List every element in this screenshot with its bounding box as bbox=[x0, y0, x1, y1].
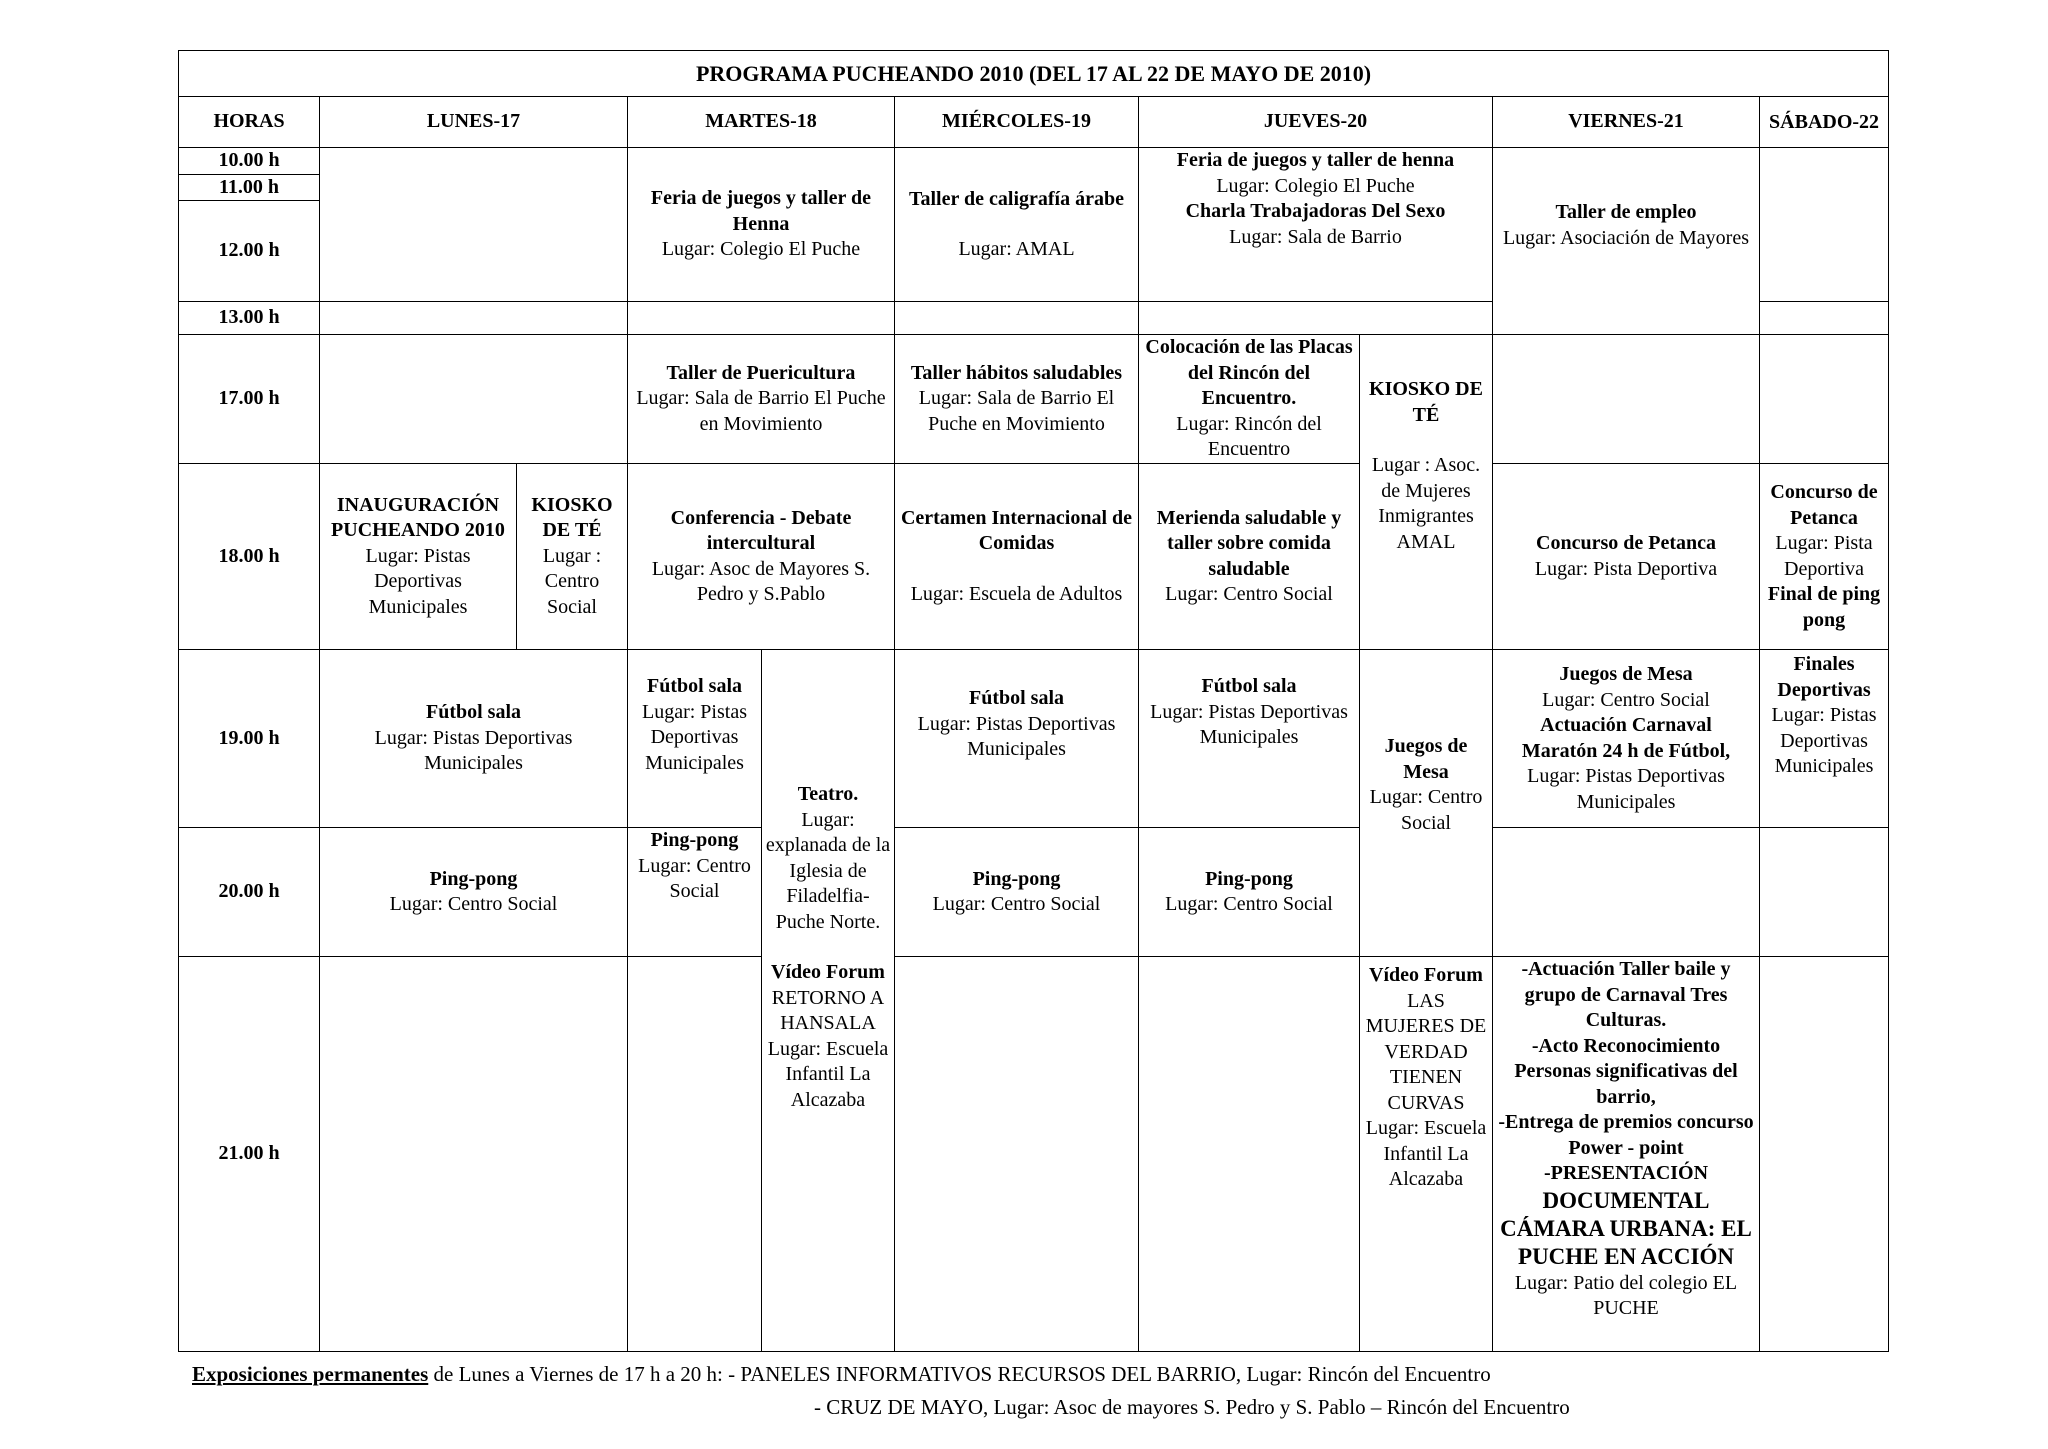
cell-jueves-17 bbox=[1139, 335, 1360, 464]
cell-jueves-morning bbox=[1139, 148, 1493, 302]
event-place: Lugar: Sala de Barrio El Puche en Movimiento bbox=[918, 387, 1115, 435]
exhibitions-label: Exposiciones permanentes bbox=[192, 1362, 429, 1386]
cell-sabado-20 bbox=[1760, 828, 1889, 957]
event-place: Lugar : Centro Social bbox=[542, 544, 602, 618]
cell-viernes-17 bbox=[1493, 335, 1760, 464]
event-place: Lugar: Asociación de Mayores bbox=[1502, 226, 1750, 249]
event-place: Lugar: explanada de la Iglesia de Filadelfia- Puche Norte. bbox=[765, 808, 891, 933]
event-title: Taller de empleo bbox=[1555, 201, 1697, 223]
cell-miercoles-morning bbox=[895, 148, 1139, 302]
event-title: Fútbol sala bbox=[646, 675, 743, 697]
header-horas: HORAS bbox=[179, 97, 320, 148]
event-title: Ping-pong bbox=[429, 867, 518, 890]
event-title: INAUGURACIÓN PUCHEANDO 2010 bbox=[331, 493, 505, 542]
cell-sabado-morning bbox=[1760, 148, 1889, 302]
event-title: Actuación Carnaval bbox=[1540, 714, 1712, 736]
cell-martes-21 bbox=[628, 957, 762, 1352]
cell-jueves-13 bbox=[1139, 302, 1493, 335]
cell-miercoles-19 bbox=[895, 650, 1139, 828]
event-title: Taller de Puericultura bbox=[666, 361, 856, 384]
cell-miercoles-21 bbox=[895, 957, 1139, 1352]
event-detail: RETORNO A HANSALA bbox=[771, 986, 885, 1034]
cell-lunes-19 bbox=[320, 650, 628, 828]
event-place: Lugar: Pistas Deportivas Municipales bbox=[1150, 700, 1348, 748]
cell-sabado-21 bbox=[1760, 957, 1889, 1352]
header-miercoles: MIÉRCOLES-19 bbox=[895, 97, 1139, 148]
cell-lunes-morning bbox=[320, 148, 628, 302]
event-title: Finales Deportivas bbox=[1777, 653, 1871, 701]
header-lunes: LUNES-17 bbox=[320, 97, 628, 148]
event-title: -PRESENTACIÓN bbox=[1543, 1162, 1709, 1184]
hour-10: 10.00 h bbox=[179, 148, 320, 175]
event-place: Lugar : Asoc. de Mujeres Inmigrantes AMAL bbox=[1371, 454, 1481, 553]
cell-jueves-18 bbox=[1139, 464, 1360, 650]
cell-jueves-juegos bbox=[1360, 650, 1493, 957]
cell-martes-18 bbox=[628, 464, 895, 650]
event-title: -Actuación Taller baile y grupo de Carnaval Tres Culturas. bbox=[1521, 958, 1731, 1031]
event-title: Vídeo Forum bbox=[771, 961, 885, 983]
event-title: Charla Trabajadoras Del Sexo bbox=[1185, 200, 1446, 222]
hour-18: 18.00 h bbox=[179, 464, 320, 650]
header-jueves: JUEVES-20 bbox=[1139, 97, 1493, 148]
event-title: KIOSKO DE TÉ bbox=[531, 493, 613, 542]
cell-lunes-18 bbox=[320, 464, 517, 650]
header-sabado: SÁBADO-22 bbox=[1760, 97, 1889, 148]
cell-martes-17 bbox=[628, 335, 895, 464]
event-place: Lugar: Centro Social bbox=[932, 893, 1101, 915]
cell-viernes-18 bbox=[1493, 464, 1760, 650]
exhibitions-line2: - CRUZ DE MAYO, Lugar: Asoc de mayores S. Pedro y S. Pablo – Rincón del Encuentro bbox=[814, 1395, 1570, 1419]
cell-viernes-morning bbox=[1493, 148, 1760, 335]
event-title: Concurso de Petanca bbox=[1536, 532, 1716, 554]
event-title: KIOSKO DE TÉ bbox=[1369, 378, 1483, 426]
cell-viernes-20 bbox=[1493, 828, 1760, 957]
event-place: Lugar: Centro Social bbox=[389, 893, 558, 915]
event-title: -Acto Reconocimiento Personas significativas del barrio, bbox=[1514, 1034, 1738, 1108]
cell-martes-morning bbox=[628, 148, 895, 302]
event-place: Lugar: Escuela de Adultos bbox=[910, 582, 1123, 605]
cell-lunes-21 bbox=[320, 957, 628, 1352]
event-title: Ping-pong bbox=[972, 867, 1061, 890]
event-title: Teatro. bbox=[797, 783, 859, 805]
cell-martes-13 bbox=[628, 302, 895, 335]
event-place: Lugar: Pistas Deportivas Municipales bbox=[374, 726, 573, 775]
event-title: Certamen Internacional de Comidas bbox=[900, 506, 1133, 555]
cell-martes-20 bbox=[628, 828, 762, 957]
event-place: Lugar: Centro Social bbox=[1369, 786, 1483, 834]
event-title: -Entrega de premios concurso Power - point bbox=[1498, 1111, 1754, 1159]
exhibitions-line1: de Lunes a Viernes de 17 h a 20 h: - PANELES INFORMATIVOS RECURSOS DEL BARRIO, Lugar: Rincón del Encuentro bbox=[428, 1362, 1491, 1386]
hour-11: 11.00 h bbox=[179, 174, 320, 201]
cell-sabado-18 bbox=[1760, 464, 1889, 650]
event-title: Merienda saludable y taller sobre comida saludable bbox=[1156, 506, 1342, 580]
event-title: Juegos de Mesa bbox=[1559, 663, 1693, 685]
event-place: Lugar: Colegio El Puche bbox=[661, 238, 861, 261]
event-title: Feria de juegos y taller de Henna bbox=[650, 187, 872, 235]
event-title: Final de ping pong bbox=[1767, 583, 1881, 631]
event-place: Lugar: Pista Deportiva bbox=[1775, 532, 1873, 580]
event-place: Lugar: Rincón del Encuentro bbox=[1176, 412, 1322, 461]
event-title: Ping-pong bbox=[1205, 867, 1293, 890]
event-title: Taller de caligrafía árabe bbox=[909, 187, 1124, 210]
cell-jueves-kiosko bbox=[1360, 335, 1493, 650]
event-place: Lugar: Centro Social bbox=[1165, 583, 1333, 605]
event-title: Concurso de Petanca bbox=[1770, 481, 1878, 529]
cell-jueves-20 bbox=[1139, 828, 1360, 957]
cell-jueves-19 bbox=[1139, 650, 1360, 828]
cell-viernes-19 bbox=[1493, 650, 1760, 828]
event-place: Lugar: Asoc de Mayores S. Pedro y S.Pablo bbox=[651, 557, 871, 605]
event-title: DOCUMENTAL CÁMARA URBANA: EL PUCHE EN ACCIÓN bbox=[1500, 1187, 1752, 1269]
cell-lunes-13 bbox=[320, 302, 628, 335]
event-title: Fútbol sala bbox=[425, 701, 522, 724]
event-place: Lugar: Sala de Barrio El Puche en Movimiento bbox=[636, 387, 886, 435]
event-place: Lugar: Pistas Deportivas Municipales bbox=[642, 700, 747, 774]
event-place: Lugar: Sala de Barrio bbox=[1229, 225, 1402, 248]
event-place: Lugar: AMAL bbox=[958, 238, 1075, 260]
event-place: Lugar: Centro Social bbox=[1542, 688, 1710, 711]
event-title: Feria de juegos y taller de henna bbox=[1176, 149, 1455, 171]
header-viernes: VIERNES-21 bbox=[1493, 97, 1760, 148]
hour-20: 20.00 h bbox=[179, 828, 320, 957]
event-title: Taller hábitos saludables bbox=[910, 361, 1123, 384]
event-title: Vídeo Forum bbox=[1369, 964, 1483, 986]
cell-martes-19 bbox=[628, 650, 762, 828]
event-place: Lugar: Escuela Infantil La Alcazaba bbox=[1365, 1117, 1487, 1190]
permanent-exhibitions-note bbox=[192, 1358, 1491, 1391]
event-place: Lugar: Pistas Deportivas Municipales bbox=[365, 544, 471, 618]
cell-lunes-20 bbox=[320, 828, 628, 957]
hour-21: 21.00 h bbox=[179, 957, 320, 1352]
event-title: Colocación de las Placas del Rincón del Encuentro. bbox=[1145, 336, 1353, 410]
event-place: Lugar: Pista Deportiva bbox=[1534, 557, 1718, 580]
event-place: Lugar: Pistas Deportivas Municipales bbox=[1771, 704, 1877, 777]
hour-19: 19.00 h bbox=[179, 650, 320, 828]
cell-martes-teatro bbox=[762, 650, 895, 1352]
cell-jueves-21 bbox=[1139, 957, 1360, 1352]
event-place: Lugar: Escuela Infantil La Alcazaba bbox=[767, 1037, 889, 1111]
event-title: Fútbol sala bbox=[1201, 675, 1297, 697]
cell-miercoles-18 bbox=[895, 464, 1139, 650]
event-title: Fútbol sala bbox=[968, 687, 1065, 709]
cell-miercoles-17 bbox=[895, 335, 1139, 464]
cell-viernes-21 bbox=[1493, 957, 1760, 1352]
program-title: PROGRAMA PUCHEANDO 2010 (DEL 17 AL 22 DE MAYO DE 2010) bbox=[179, 51, 1889, 97]
event-place: Lugar: Colegio El Puche bbox=[1216, 174, 1415, 197]
cell-miercoles-13 bbox=[895, 302, 1139, 335]
event-title: Juegos de Mesa bbox=[1384, 735, 1468, 783]
event-place: Lugar: Pistas Deportivas Municipales bbox=[1527, 765, 1725, 813]
cell-lunes-17 bbox=[320, 335, 628, 464]
schedule-table bbox=[178, 50, 1889, 1352]
header-martes: MARTES-18 bbox=[628, 97, 895, 148]
hour-12: 12.00 h bbox=[179, 201, 320, 302]
event-title: Ping-pong bbox=[650, 829, 739, 851]
cell-sabado-19 bbox=[1760, 650, 1889, 828]
hour-13: 13.00 h bbox=[179, 302, 320, 335]
event-place: Lugar: Centro Social bbox=[1165, 893, 1333, 915]
cell-sabado-13 bbox=[1760, 302, 1889, 335]
event-title: Conferencia - Debate intercultural bbox=[670, 506, 852, 554]
event-place: Lugar: Pistas Deportivas Municipales bbox=[917, 712, 1116, 760]
event-detail: LAS MUJERES DE VERDAD TIENEN CURVAS bbox=[1365, 989, 1487, 1114]
event-title: Maratón 24 h de Fútbol, bbox=[1521, 739, 1731, 762]
cell-miercoles-20 bbox=[895, 828, 1139, 957]
cell-jueves-video bbox=[1360, 957, 1493, 1352]
cell-sabado-17 bbox=[1760, 335, 1889, 464]
event-place: Lugar: Patio del colegio EL PUCHE bbox=[1514, 1271, 1738, 1319]
event-place: Lugar: Centro Social bbox=[638, 854, 751, 902]
cell-lunes-18-kiosko bbox=[517, 464, 628, 650]
hour-17: 17.00 h bbox=[179, 335, 320, 464]
